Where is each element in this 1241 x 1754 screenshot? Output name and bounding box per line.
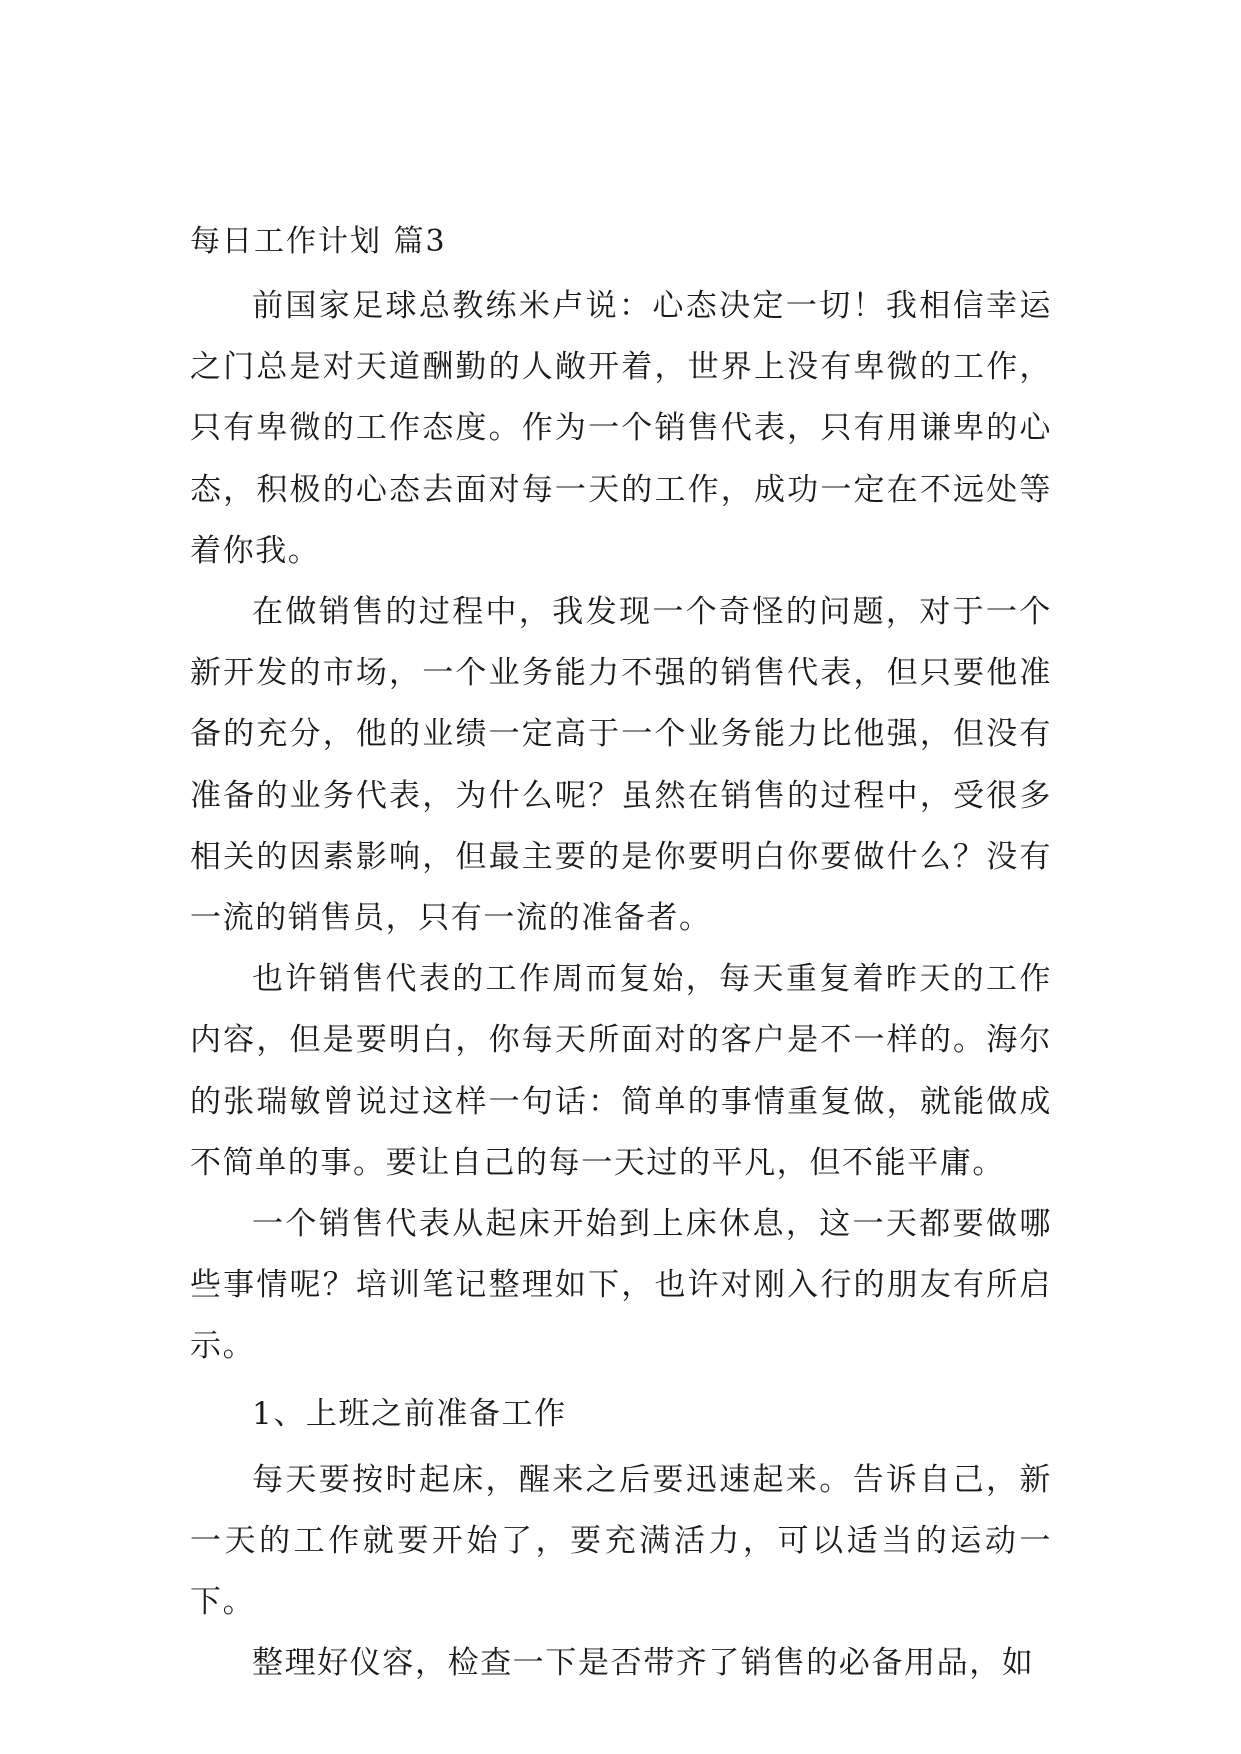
- paragraph-2: 在做销售的过程中，我发现一个奇怪的问题，对于一个新开发的市场，一个业务能力不强的销售代表，但只要他准备的充分，他的业绩一定高于一个业务能力比他强，但没有准备的业务代表，为什么呢？虽然在销售的过程中，受很多相关的因素影响，但最主要的是你要明白你要做什么？没有一流的销售员，只有一流的准备者。: [190, 594, 1052, 937]
- paragraph-4: 一个销售代表从起床开始到上床休息，这一天都要做哪些事情呢？培训笔记整理如下，也许对刚入行的朋友有所启示。: [190, 1206, 1052, 1365]
- section-heading: 1、上班之前准备工作: [252, 1395, 567, 1432]
- section-paragraph-2: 整理好仪容，检查一下是否带齐了销售的必备用品，如: [252, 1645, 1035, 1682]
- section-paragraph-1: 每天要按时起床，醒来之后要迅速起来。告诉自己，新一天的工作就要开始了，要充满活力，可以适当的运动一下。: [190, 1461, 1052, 1621]
- paragraph-3: 也许销售代表的工作周而复始，每天重复着昨天的工作内容，但是要明白，你每天所面对的客户是不一样的。海尔的张瑞敏曾说过这样一句话：简单的事情重复做，就能做成不简单的事。要让自己的每一天过的平凡，但不能平庸。: [190, 961, 1052, 1181]
- document-title: 每日工作计划 篇3: [190, 224, 447, 259]
- document-page: [190, 222, 1052, 1694]
- paragraph-1: 前国家足球总教练米卢说：心态决定一切！我相信幸运之门总是对天道酬勤的人敞开着，世界上没有卑微的工作，只有卑微的工作态度。作为一个销售代表，只有用谦卑的心态，积极的心态去面对每一天的工作，成功一定在不远处等着你我。: [190, 288, 1052, 569]
